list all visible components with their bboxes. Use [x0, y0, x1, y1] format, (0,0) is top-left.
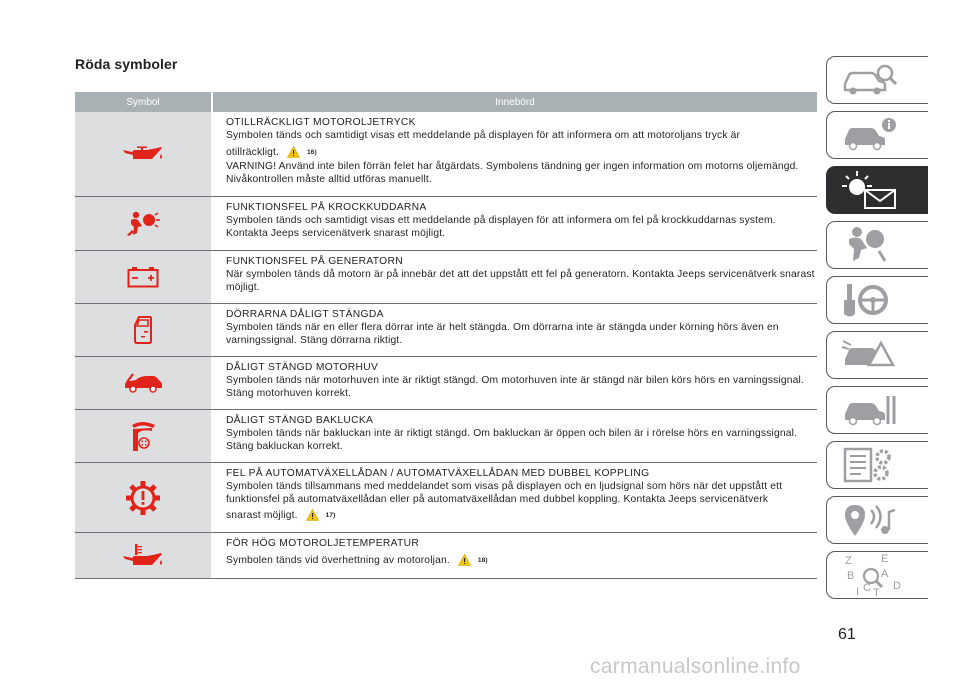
- specs-gears-icon: [841, 445, 899, 485]
- warning-triangle-icon: [306, 509, 319, 521]
- warning-triangle-icon: [458, 554, 471, 566]
- reference-number: 18): [477, 556, 488, 564]
- meaning-cell: [213, 357, 817, 409]
- tab-index[interactable]: [826, 551, 928, 599]
- oil-temperature-icon: [121, 543, 165, 569]
- meaning-cell: [213, 304, 817, 356]
- symbols-table: [75, 92, 817, 579]
- steering-key-icon: [841, 280, 891, 320]
- warning-light-message-icon: [841, 170, 903, 210]
- meaning-cell: [213, 410, 817, 462]
- row-text-continued: [226, 146, 817, 160]
- watermark: carmanualsonline.info: [590, 655, 801, 678]
- airbag-person-icon: [841, 225, 891, 265]
- symbol-cell: [75, 410, 213, 462]
- index-letter: A: [881, 568, 889, 580]
- row-text-continued: [226, 509, 817, 523]
- row-title: DÅLIGT STÄNGD BAKLUCKA: [226, 415, 374, 426]
- symbol-cell: [75, 112, 213, 196]
- chapter-tabs: [826, 56, 928, 606]
- symbol-cell: [75, 533, 213, 578]
- symbol-cell: [75, 197, 213, 250]
- table-row: [75, 112, 817, 197]
- row-text: Symbolen tänds när motorhuven inte är riktigt stängd. Om motorhuven inte är stängd när bilen körs hörs en varningssignal. Stäng motorhuven korrekt.: [226, 374, 804, 399]
- reference-number: 16): [307, 148, 317, 156]
- meaning-cell: [213, 533, 817, 578]
- tab-emergency[interactable]: [826, 331, 928, 379]
- symbol-cell: [75, 463, 213, 532]
- index-letter: E: [881, 553, 889, 565]
- row-text: Symbolen tänds och samtidigt visas ett meddelande på displayen för att informera om att motoroljans tryck är: [226, 129, 741, 141]
- meaning-cell: [213, 463, 817, 532]
- tab-multimedia[interactable]: [826, 496, 928, 544]
- row-title: OTILLRÄCKLIGT MOTOROLJETRYCK: [226, 117, 416, 128]
- table-row: [75, 197, 817, 251]
- door-open-icon: [133, 315, 153, 345]
- symbol-cell: [75, 304, 213, 356]
- row-text-continued: [226, 554, 817, 568]
- car-crash-warning-icon: [841, 337, 899, 373]
- index-letter: C: [863, 582, 871, 594]
- page-title: Röda symboler: [75, 56, 178, 72]
- row-title: FÖR HÖG MOTOROLJETEMPERATUR: [226, 538, 420, 549]
- tab-servicing[interactable]: [826, 386, 928, 434]
- symbol-cell: [75, 357, 213, 409]
- gear-warning-icon: [126, 481, 160, 515]
- tab-technical-data[interactable]: [826, 441, 928, 489]
- battery-icon: [127, 266, 159, 288]
- table-row: [75, 410, 817, 463]
- index-letter: Z: [845, 555, 852, 567]
- index-letter: T: [873, 587, 880, 598]
- meaning-cell: [213, 112, 817, 196]
- meaning-cell: [213, 197, 817, 250]
- reference-number: 17): [325, 512, 336, 520]
- row-text-end: otillräckligt.: [226, 146, 280, 158]
- table-row: [75, 463, 817, 533]
- car-info-icon: [841, 117, 899, 153]
- row-text: Symbolen tänds vid överhettning av motoroljan.: [226, 554, 450, 566]
- header-symbol: Symbol: [75, 92, 213, 112]
- row-title: FUNKTIONSFEL PÅ KROCKKUDDARNA: [226, 202, 427, 213]
- row-text: När symbolen tänds då motorn är på innebär det att det uppstått ett fel på generatorn. Kontakta Jeeps servicenätverk snarast möjligt.: [226, 268, 815, 293]
- index-letter: D: [893, 580, 901, 592]
- hood-open-icon: [123, 373, 163, 393]
- row-title: FEL PÅ AUTOMATVÄXELLÅDAN / AUTOMATVÄXELLÅDAN MED DUBBEL KOPPLING: [226, 468, 650, 479]
- alphabetical-index-icon: [841, 552, 907, 598]
- meaning-cell: [213, 251, 817, 303]
- row-text: Symbolen tänds och samtidigt visas ett meddelande på displayen för att informera om fel på krockkuddarnas system. Kontakta Jeeps servicenätverk snarast möjligt.: [226, 214, 776, 239]
- tab-vehicle-info[interactable]: [826, 111, 928, 159]
- row-text: Symbolen tänds när en eller flera dörrar inte är helt stängda. Om dörrarna inte är stängda under körning hörs även en varningssignal. Stäng dörrarna riktigt.: [226, 321, 779, 346]
- tab-getting-to-know[interactable]: [826, 56, 928, 104]
- row-warning-text: VARNING! Använd inte bilen förrän felet har åtgärdats. Symbolens tändning ger ingen information om motorns oljemängd. Nivåkontrollen måste alltid utföras manuellt.: [226, 161, 799, 186]
- tab-starting-driving[interactable]: [826, 276, 928, 324]
- table-row: [75, 357, 817, 410]
- table-row: [75, 251, 817, 304]
- tab-warning-lights[interactable]: [826, 166, 928, 214]
- car-search-icon: [841, 62, 899, 98]
- media-location-icon: [841, 500, 899, 540]
- table-header: [75, 92, 817, 112]
- symbol-cell: [75, 251, 213, 303]
- car-tools-icon: [841, 392, 899, 428]
- tab-safety[interactable]: [826, 221, 928, 269]
- header-meaning: Innebörd: [495, 96, 535, 108]
- row-title: DÅLIGT STÄNGD MOTORHUV: [226, 362, 379, 373]
- row-text-end: snarast möjligt.: [226, 510, 298, 522]
- oil-can-icon: [121, 144, 165, 164]
- table-row: [75, 533, 817, 579]
- row-title: FUNKTIONSFEL PÅ GENERATORN: [226, 256, 403, 267]
- table-row: [75, 304, 817, 357]
- row-title: DÖRRARNA DÅLIGT STÄNGDA: [226, 309, 384, 320]
- index-letter: I: [856, 586, 860, 598]
- row-text: Symbolen tänds tillsammans med meddelandet som visas på displayen och en ljudsignal som hörs när det uppstått ett funktionsfel på automatväxellådan eller på automatväxellådan med dubbel koppling. Kontakta Jeeps servicenätverk: [226, 480, 783, 505]
- tailgate-open-icon: [128, 419, 158, 453]
- row-text: Symbolen tänds när bakluckan inte är riktigt stängd. Om bakluckan är öppen och bilen är i rörelse hörs en varningssignal. Stäng bakluckan korrekt.: [226, 427, 798, 452]
- airbag-icon: [125, 211, 161, 237]
- warning-triangle-icon: [287, 146, 300, 158]
- index-letter: B: [847, 570, 855, 582]
- page-number: 61: [838, 626, 856, 643]
